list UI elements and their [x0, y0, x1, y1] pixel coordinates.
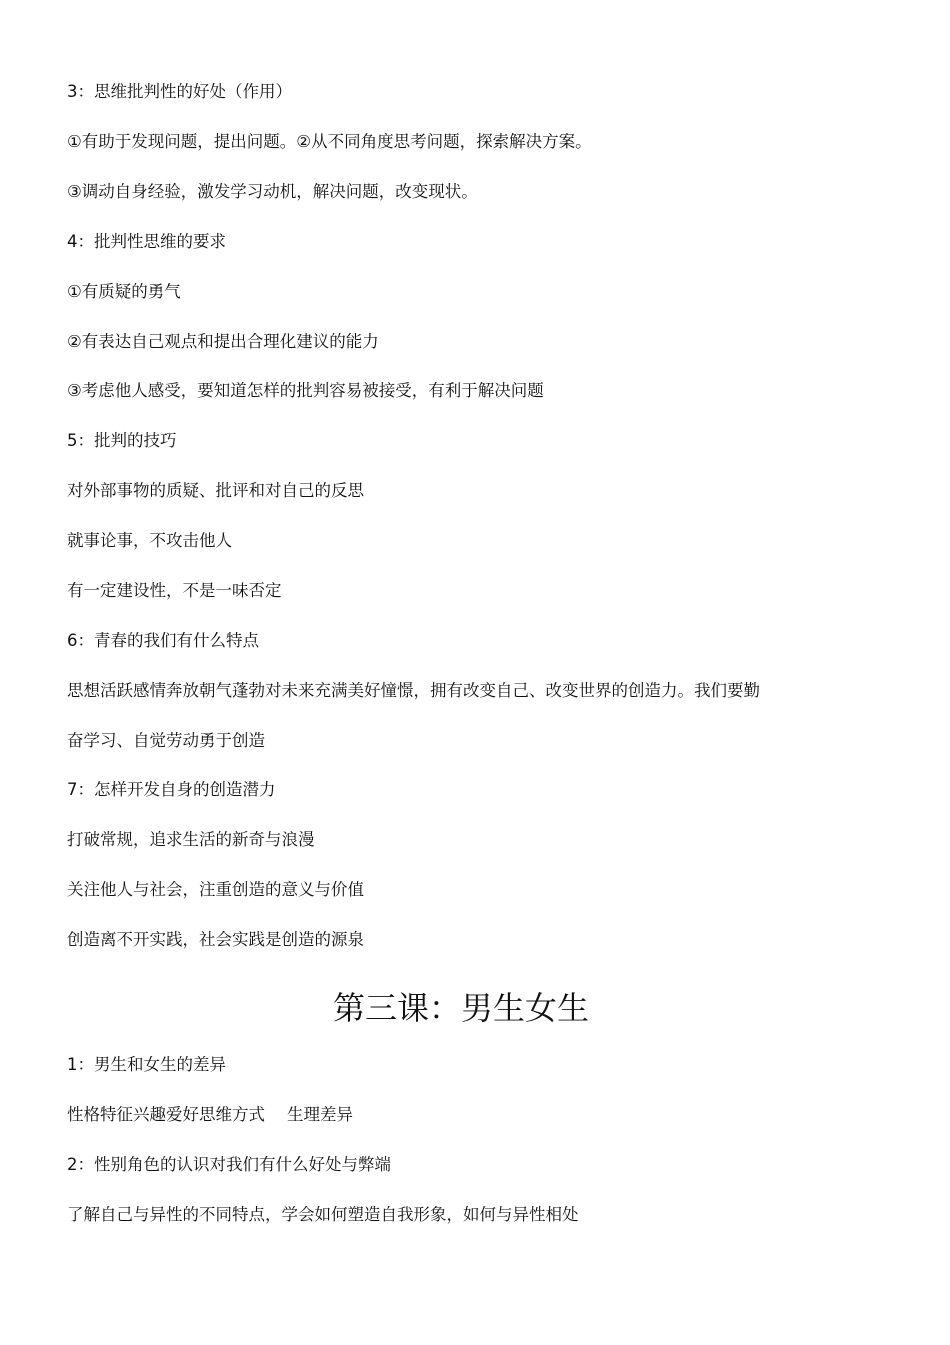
question-6-answer-line-2: 奋学习、自觉劳动勇于创造 — [67, 731, 265, 750]
question-5-point-1: 对外部事物的质疑、批评和对自己的反思 — [67, 481, 364, 500]
question-7-point-3: 创造离不开实践，社会实践是创造的源泉 — [67, 930, 364, 949]
question-6-heading: 6：青春的我们有什么特点 — [67, 631, 259, 650]
lesson3-question-1-heading: 1：男生和女生的差异 — [67, 1055, 226, 1074]
question-7-heading: 7：怎样开发自身的创造潜力 — [67, 780, 276, 799]
question-4-point-3: ③考虑他人感受，要知道怎样的批判容易被接受，有利于解决问题 — [67, 381, 544, 400]
question-7-point-2: 关注他人与社会，注重创造的意义与价值 — [67, 880, 364, 899]
lesson-title: 第三课：男生女生 — [332, 989, 589, 1027]
lesson3-question-2-answer: 了解自己与异性的不同特点，学会如何塑造自我形象，如何与异性相处 — [67, 1205, 579, 1224]
question-3-heading: 3：思维批判性的好处（作用） — [67, 82, 292, 101]
question-5-heading: 5：批判的技巧 — [67, 431, 177, 450]
lesson3-question-2-heading: 2：性别角色的认识对我们有什么好处与弊端 — [67, 1155, 391, 1174]
answer-part-physiology: 生理差异 — [287, 1105, 353, 1124]
answer-part-traits: 性格特征兴趣爱好思维方式 — [67, 1105, 265, 1124]
question-6-answer-line-1: 思想活跃感情奔放朝气蓬勃对未来充满美好憧憬，拥有改变自己、改变世界的创造力。我们要勤 — [67, 681, 760, 700]
question-5-point-2: 就事论事，不攻击他人 — [67, 531, 232, 550]
question-3-point-1-2: ①有助于发现问题，提出问题。②从不同角度思考问题，探索解决方案。 — [67, 132, 592, 151]
question-5-point-3: 有一定建设性，不是一味否定 — [67, 581, 282, 600]
question-3-point-3: ③调动自身经验，激发学习动机，解决问题，改变现状。 — [67, 182, 478, 201]
question-4-heading: 4：批判性思维的要求 — [67, 232, 226, 251]
question-4-point-2: ②有表达自己观点和提出合理化建议的能力 — [67, 332, 379, 351]
question-7-point-1: 打破常规，追求生活的新奇与浪漫 — [67, 830, 315, 849]
question-4-point-1: ①有质疑的勇气 — [67, 282, 181, 301]
lesson3-question-1-answer — [67, 1104, 353, 1126]
